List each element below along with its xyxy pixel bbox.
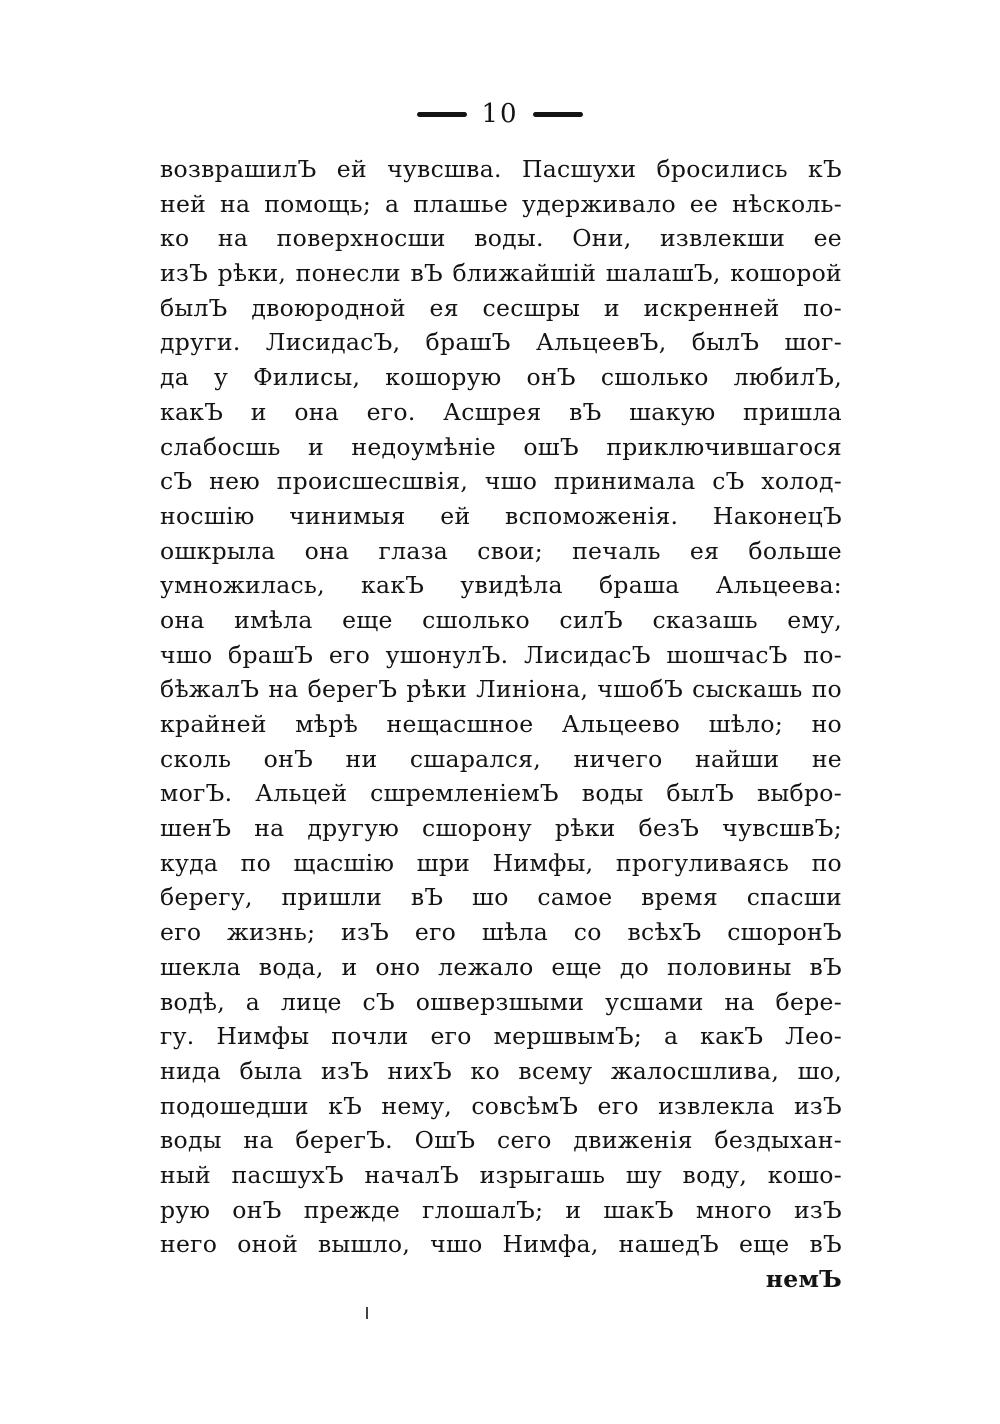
text-line: ошкрыла она глаза свои; печаль ея больше — [160, 536, 842, 565]
text-line: умножилась, какЪ увидѣла браша Альцеева: — [160, 571, 842, 600]
text-line: берегу, пришли вЪ шо самое время спасши — [160, 883, 842, 912]
text-line: ный пасшухЪ началЪ изрыгашь шу воду, кошо- — [160, 1160, 842, 1189]
right-dash-ornament — [533, 112, 583, 117]
body-text — [160, 152, 842, 1297]
text-line: его жизнь; изЪ его шѣла со всѣхЪ сшоронЪ — [160, 918, 842, 947]
text-line: сколь онЪ ни сшарался, ничего найши не — [160, 744, 842, 773]
text-line: куда по щасшію шри Нимфы, прогуливаясь по — [160, 848, 842, 877]
page-number: 10 — [481, 99, 519, 129]
catchword: немЪ — [765, 1265, 842, 1293]
text-line: други. ЛисидасЪ, брашЪ АльцеевЪ, былЪ шог- — [160, 328, 842, 357]
text-line: крайней мѣрѣ нещасшное Альцеево шѣло; но — [160, 710, 842, 738]
print-blemish — [366, 1307, 368, 1319]
text-line: нида была изЪ нихЪ ко всему жалосшлива, шо, — [160, 1056, 842, 1085]
text-line: могЪ. Альцей сшремленіемЪ воды былЪ выбро- — [160, 779, 842, 808]
text-line: изЪ рѣки, понесли вЪ ближайшій шалашЪ, кошорой — [160, 259, 842, 288]
text-line: ко на поверхносши воды. Они, извлекши ее — [160, 224, 842, 253]
text-line: подошедши кЪ нему, совсѣмЪ его извлекла изЪ — [160, 1091, 842, 1120]
text-line: она имѣла еще сшолько силЪ сказашь ему, — [160, 605, 842, 634]
text-line: слабосшь и недоумѣніе ошЪ приключившагося — [160, 432, 842, 461]
text-line: шенЪ на другую сшорону рѣки безЪ чувсшвЪ; — [160, 814, 842, 843]
text-line: возврашилЪ ей чувсшва. Пасшухи бросились кЪ — [160, 155, 842, 183]
text-line: чшо брашЪ его ушонулЪ. ЛисидасЪ шошчасЪ по- — [160, 640, 842, 669]
text-line: него оной вышло, чшо Нимфа, нашедЪ еще вЪ — [160, 1230, 842, 1259]
page-header — [0, 94, 1000, 134]
text-line: ней на помощь; а плашье удерживало ее нѣсколь- — [160, 189, 842, 218]
left-dash-ornament — [417, 112, 467, 117]
text-line: гу. Нимфы почли его мершвымЪ; а какЪ Лео- — [160, 1022, 842, 1051]
text-line: шекла вода, и оно лежало еще до половины вЪ — [160, 952, 842, 981]
text-line: носшію чинимыя ей вспоможенія. НаконецЪ — [160, 501, 842, 530]
text-line: водѣ, а лице сЪ ошверзшыми усшами на бере- — [160, 987, 842, 1016]
text-line: рую онЪ прежде глошалЪ; и шакЪ много изЪ — [160, 1195, 842, 1224]
text-line: былЪ двоюродной ея сесшры и искренней по- — [160, 293, 842, 322]
text-line: сЪ нею происшесшвія, чшо принимала сЪ холод- — [160, 467, 842, 496]
text-line: какЪ и она его. Асшрея вЪ шакую пришла — [160, 397, 842, 426]
text-line: да у Филисы, кошорую онЪ сшолько любилЪ, — [160, 363, 842, 392]
text-line: воды на берегЪ. ОшЪ сего движенія бездыхан- — [160, 1126, 842, 1155]
text-line: бѣжалЪ на берегЪ рѣки Линіона, чшобЪ сыскашь по — [160, 675, 842, 704]
